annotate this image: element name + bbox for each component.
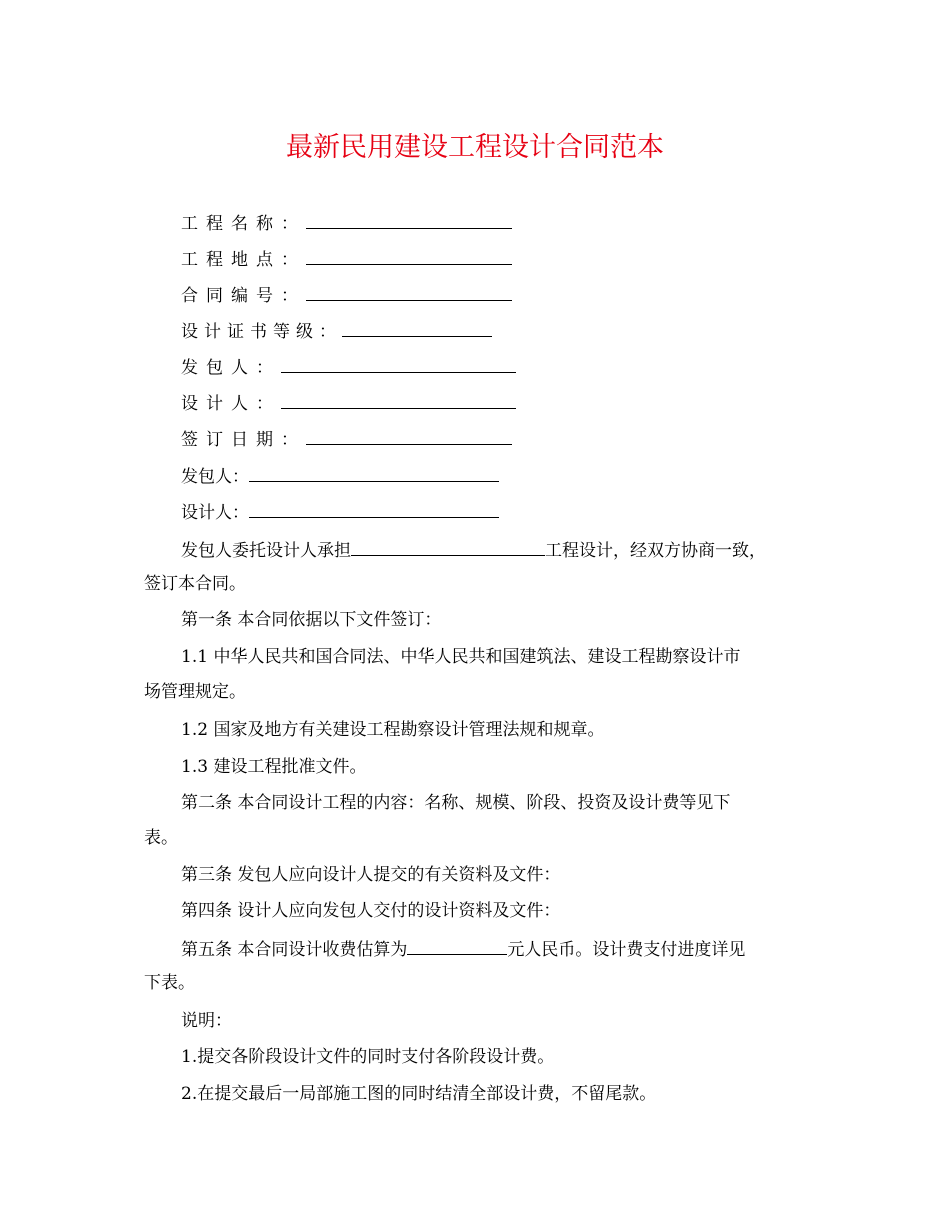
article-3: 第三条 发包人应向设计人提交的有关资料及文件： (181, 865, 561, 885)
field-sign-date (181, 426, 512, 452)
article-1: 第一条 本合同依据以下文件签订： (181, 610, 442, 630)
paragraph-intro-line2: 签订本合同。 (144, 574, 246, 594)
field-designer (181, 390, 516, 416)
blank-line (342, 318, 492, 337)
blank-line (306, 246, 512, 265)
article-2-line1: 第二条 本合同设计工程的内容：名称、规模、阶段、投资及设计费等见下 (181, 793, 731, 813)
note-1: 1.提交各阶段设计文件的同时支付各阶段设计费。 (181, 1047, 555, 1067)
article-4: 第四条 设计人应向发包人交付的设计资料及文件： (181, 901, 561, 921)
item-1-2: 1.2 国家及地方有关建设工程勘察设计管理法规和规章。 (181, 720, 605, 740)
note-2: 2.在提交最后一局部施工图的同时结清全部设计费，不留尾款。 (181, 1084, 657, 1104)
text: 工程设计，经双方协商一致， (545, 541, 766, 561)
field-project-location (181, 246, 512, 272)
field-label: 设计证书等级： (181, 322, 342, 342)
paragraph-intro-line1 (181, 537, 766, 563)
note-label: 说明： (181, 1011, 232, 1031)
field-label: 设计人： (181, 394, 281, 414)
field-label: 发包人： (181, 358, 281, 378)
field-label: 签订日期： (181, 430, 306, 450)
blank-line (249, 499, 499, 518)
blank-line (281, 390, 516, 409)
item-1-1-line1: 1.1 中华人民共和国合同法、中华人民共和国建筑法、建设工程勘察设计市 (181, 647, 741, 667)
text: 发包人委托设计人承担 (181, 541, 351, 561)
field-project-name (181, 210, 512, 236)
article-5-line1 (181, 936, 745, 962)
field-label: 工程地点： (181, 250, 306, 270)
article-2-line2: 表。 (144, 828, 178, 848)
field-label: 工程名称： (181, 214, 306, 234)
blank-line (281, 354, 516, 373)
blank-line (306, 282, 512, 301)
blank-line (351, 537, 545, 556)
text: 元人民币。设计费支付进度详见 (507, 940, 746, 960)
field-designer-2 (181, 499, 499, 525)
text: 第五条 本合同设计收费估算为 (181, 940, 408, 960)
document-title: 最新民用建设工程设计合同范本 (286, 132, 664, 163)
field-label: 发包人： (181, 467, 249, 487)
field-label: 合同编号： (181, 286, 306, 306)
field-design-cert-level (181, 318, 492, 344)
field-contract-number (181, 282, 512, 308)
field-label: 设计人： (181, 503, 249, 523)
item-1-3: 1.3 建设工程批准文件。 (181, 757, 367, 777)
blank-line (306, 210, 512, 229)
blank-line (407, 936, 507, 955)
blank-line (306, 426, 512, 445)
article-5-line2: 下表。 (144, 973, 195, 993)
item-1-1-line2: 场管理规定。 (144, 682, 246, 702)
blank-line (249, 463, 499, 482)
field-employer (181, 354, 516, 380)
field-employer-2 (181, 463, 499, 489)
